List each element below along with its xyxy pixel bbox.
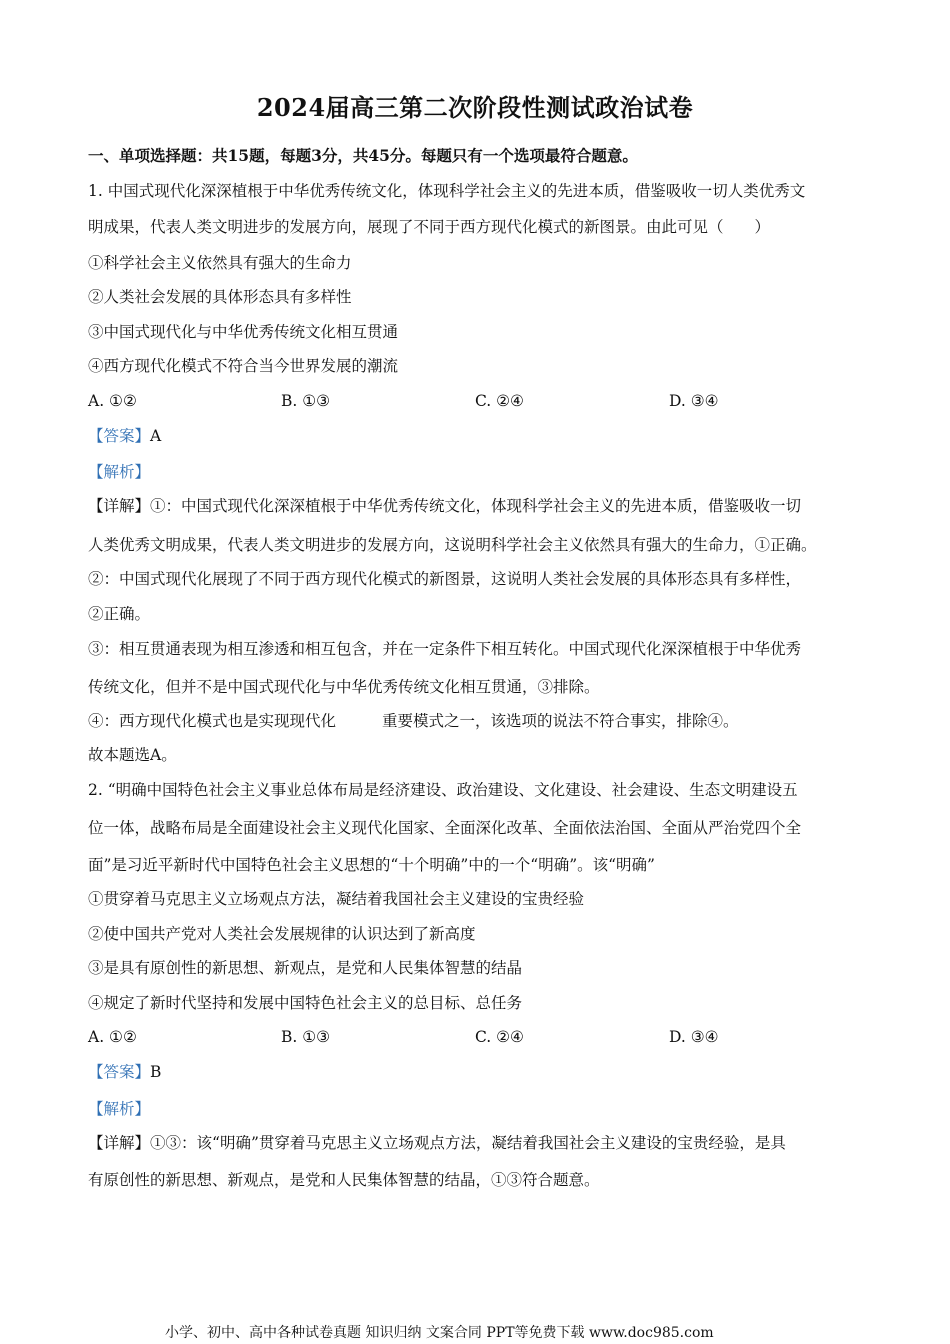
q1-option-a: A. ①②	[88, 392, 137, 410]
q1-detail-line-1	[88, 496, 801, 516]
q1-option-d: D. ③④	[669, 392, 719, 410]
q2-option-c: C. ②④	[475, 1028, 524, 1046]
q2-detail-line-2: 有原创性的新思想、新观点，是党和人民集体智慧的结晶，①③符合题意。	[88, 1171, 600, 1189]
q1-conclusion: 故本题选A。	[88, 746, 177, 764]
q1-item-2: ②人类社会发展的具体形态具有多样性	[88, 288, 352, 306]
q1-answer	[88, 426, 161, 446]
q2-detail-text-1: ①③：该“明确”贯穿着马克思主义立场观点方法，凝结着我国社会主义建设的宝贵经验，是具	[150, 1134, 786, 1152]
q2-option-d: D. ③④	[669, 1028, 719, 1046]
q1-option-c: C. ②④	[475, 392, 524, 410]
page-footer: 小学、初中、高中各种试卷真题 知识归纳 文案合同 PPT等免费下载 www.doc985.com	[165, 1325, 714, 1341]
detail-tag: 【详解】	[88, 1134, 151, 1152]
q1-stem-line-2: 明成果，代表人类文明进步的发展方向，展现了不同于西方现代化模式的新图景。由此可见（ ）	[88, 218, 771, 236]
q1-detail-line-4: ②正确。	[88, 605, 151, 623]
answer-tag: 【答案】	[88, 427, 151, 445]
q1-detail-line-7a: ④：西方现代化模式也是实现现代化	[88, 712, 337, 730]
q1-detail-line-3: ②：中国式现代化展现了不同于西方现代化模式的新图景，这说明人类社会发展的具体形态具有多样性，	[88, 570, 802, 588]
q2-stem-line-2: 位一体，战略布局是全面建设社会主义现代化国家、全面深化改革、全面依法治国、全面从严治党四个全	[88, 819, 802, 837]
q2-detail-line-1	[88, 1133, 786, 1153]
q2-item-2: ②使中国共产党对人类社会发展规律的认识达到了新高度	[88, 925, 476, 943]
q2-stem-line-3: 面”是习近平新时代中国特色社会主义思想的“十个明确”中的一个“明确”。该“明确”	[88, 856, 655, 874]
q2-analysis-tag: 【解析】	[88, 1100, 151, 1118]
q2-answer-value: B	[150, 1063, 162, 1081]
q1-detail-line-6: 传统文化，但并不是中国式现代化与中华优秀传统文化相互贯通，③排除。	[88, 678, 600, 696]
q2-item-4: ④规定了新时代坚持和发展中国特色社会主义的总目标、总任务	[88, 994, 523, 1012]
q2-stem-line-1: 2. “明确中国特色社会主义事业总体布局是经济建设、政治建设、文化建设、社会建设、生态文明建设五	[88, 781, 798, 799]
q2-item-3: ③是具有原创性的新思想、新观点，是党和人民集体智慧的结晶	[88, 959, 523, 977]
q1-detail-text-1: ①：中国式现代化深深植根于中华优秀传统文化，体现科学社会主义的先进本质，借鉴吸收一切	[150, 497, 802, 515]
q2-answer	[88, 1062, 161, 1082]
q2-option-a: A. ①②	[88, 1028, 137, 1046]
q1-answer-value: A	[150, 427, 162, 445]
q1-detail-line-7	[88, 711, 739, 731]
q2-item-1: ①贯穿着马克思主义立场观点方法，凝结着我国社会主义建设的宝贵经验	[88, 890, 585, 908]
answer-tag: 【答案】	[88, 1063, 151, 1081]
q1-stem-line-1: 1. 中国式现代化深深植根于中华优秀传统文化，体现科学社会主义的先进本质，借鉴吸收一切人类优秀文	[88, 182, 806, 200]
page-title: 2024届高三第二次阶段性测试政治试卷	[256, 93, 694, 122]
q1-detail-line-2: 人类优秀文明成果，代表人类文明进步的发展方向，这说明科学社会主义依然具有强大的生命力，①正确。	[88, 536, 817, 554]
q1-item-3: ③中国式现代化与中华优秀传统文化相互贯通	[88, 323, 399, 341]
q2-option-b: B. ①③	[281, 1028, 331, 1046]
q1-analysis-tag: 【解析】	[88, 463, 151, 481]
q1-detail-line-7b: 重要模式之一，该选项的说法不符合事实，排除④。	[382, 712, 739, 730]
q1-option-b: B. ①③	[281, 392, 331, 410]
detail-tag: 【详解】	[88, 497, 151, 515]
q1-item-1: ①科学社会主义依然具有强大的生命力	[88, 254, 352, 272]
q1-item-4: ④西方现代化模式不符合当今世界发展的潮流	[88, 357, 399, 375]
section-header: 一、单项选择题：共15题，每题3分，共45分。每题只有一个选项最符合题意。	[88, 146, 638, 165]
q1-detail-line-5: ③：相互贯通表现为相互渗透和相互包含，并在一定条件下相互转化。中国式现代化深深植根于中华优秀	[88, 640, 802, 658]
